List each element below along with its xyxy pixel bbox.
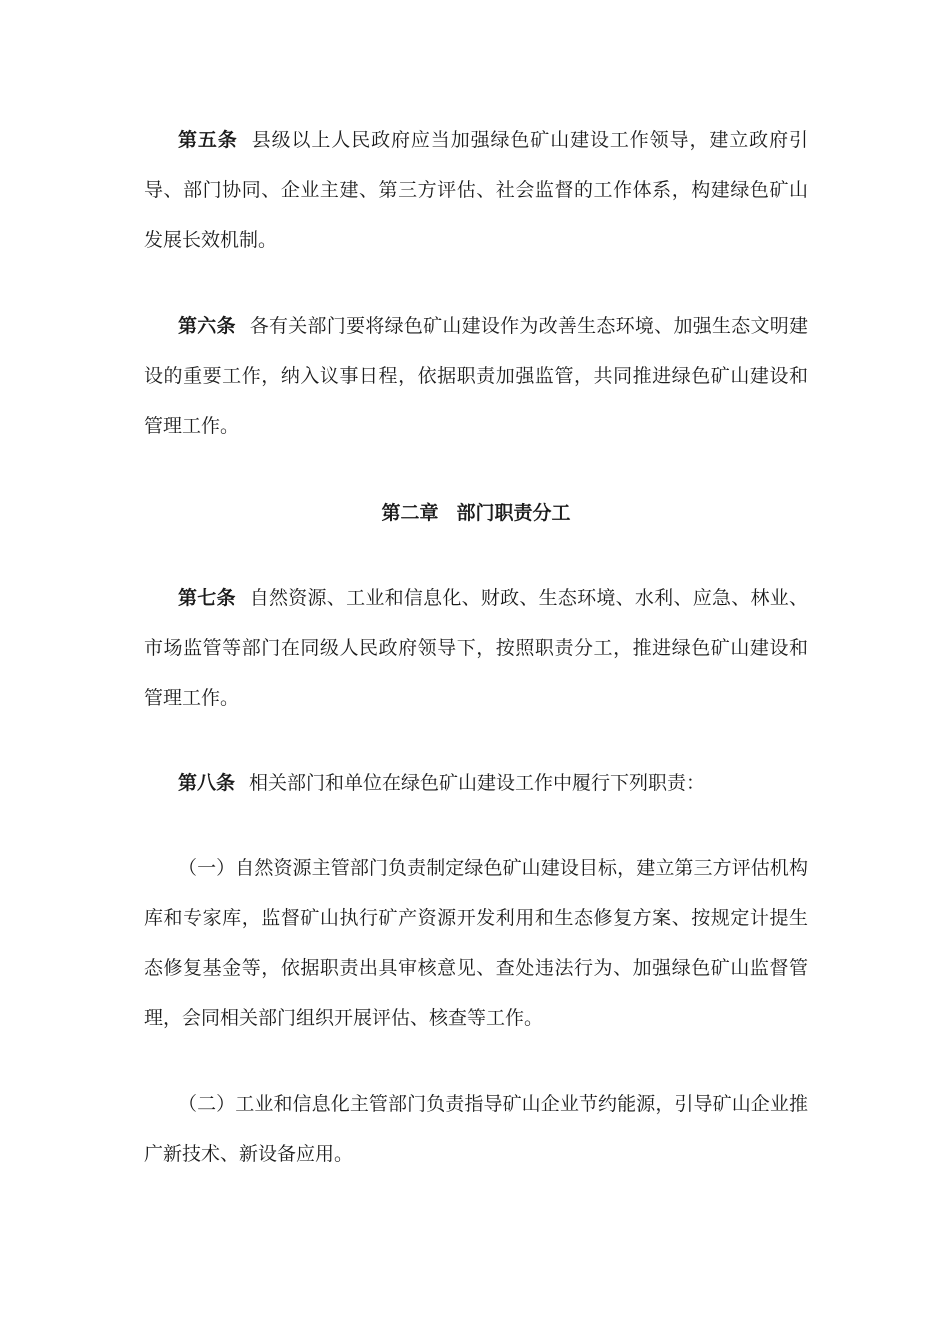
list-item-text: （二）工业和信息化主管部门负责指导矿山企业节约能源，引导矿山企业推广新技术、新设备应用。 — [144, 1093, 808, 1165]
article-text: 自然资源、工业和信息化、财政、生态环境、水利、应急、林业、市场监管等部门在同级人民政府领导下，按照职责分工，推进绿色矿山建设和管理工作。 — [144, 587, 808, 709]
list-item-2 — [144, 1079, 808, 1179]
article-label: 第八条 — [178, 772, 236, 794]
article-7 — [144, 573, 808, 723]
chapter-title: 部门职责分工 — [456, 502, 571, 524]
chapter-heading — [144, 488, 808, 538]
article-6 — [144, 301, 808, 451]
chapter-number: 第二章 — [381, 502, 439, 524]
article-text: 相关部门和单位在绿色矿山建设工作中履行下列职责： — [249, 772, 706, 794]
article-label: 第七条 — [178, 587, 236, 609]
article-5 — [144, 115, 808, 265]
article-label: 第五条 — [178, 129, 238, 151]
article-8 — [144, 758, 808, 808]
article-label: 第六条 — [178, 315, 236, 337]
article-text: 县级以上人民政府应当加强绿色矿山建设工作领导，建立政府引导、部门协同、企业主建、第三方评估、社会监督的工作体系，构建绿色矿山发展长效机制。 — [144, 129, 808, 251]
list-item-1 — [144, 843, 808, 1043]
list-item-text: （一）自然资源主管部门负责制定绿色矿山建设目标，建立第三方评估机构库和专家库，监督矿山执行矿产资源开发利用和生态修复方案、按规定计提生态修复基金等，依据职责出具审核意见、查处违法行为、加强绿色矿山监督管理，会同相关部门组织开展评估、核查等工作。 — [144, 857, 808, 1029]
article-text: 各有关部门要将绿色矿山建设作为改善生态环境、加强生态文明建设的重要工作，纳入议事日程，依据职责加强监管，共同推进绿色矿山建设和管理工作。 — [144, 315, 808, 437]
